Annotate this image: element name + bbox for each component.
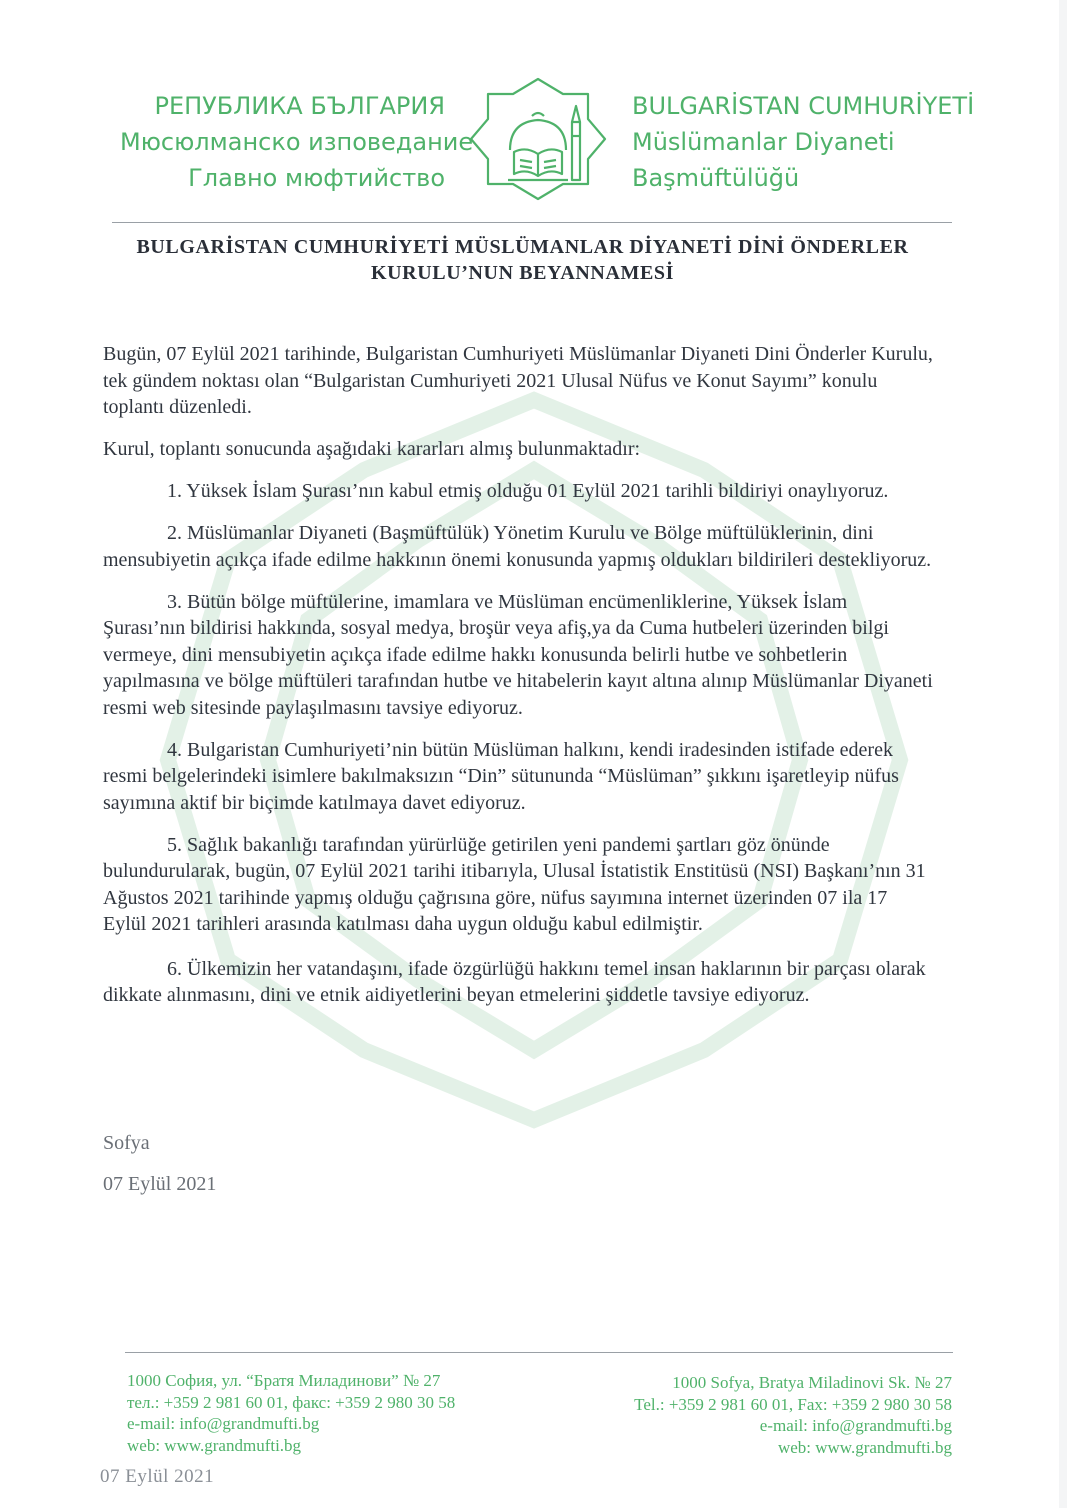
- letterhead-line: РЕПУБЛИКА БЪЛГАРИЯ: [154, 92, 445, 120]
- scan-edge: [1059, 0, 1067, 1508]
- decision-item: 4. Bulgaristan Cumhuriyeti’nin bütün Müslüman halkını, kendi iradesinden istifade ederek resmi belgelerindeki isimlere bakılmaksızın “Din” sütununda “Müslüman” şıkkını işaretleyip nüfus sayımına aktif bir biçimde katılmaya davet ediyoruz.: [103, 738, 899, 814]
- letterhead-bulgarian: [120, 88, 474, 196]
- footer-divider: [125, 1352, 953, 1353]
- header-divider: [112, 222, 952, 223]
- title-line: BULGARİSTAN CUMHURİYETİ MÜSLÜMANLAR DİYANETİ DİNİ ÖNDERLER: [136, 236, 909, 258]
- document-date: 07 Eylül 2021: [103, 1173, 217, 1195]
- decision-item: 5. Sağlık bakanlığı tarafından yürürlüğe getirilen yeni pandemi şartları göz önünde bulundurularak, bugün, 07 Eylül 2021 tarihi itibarıyla, Ulusal İstatistik Enstitüsü (NSI) Başkanı’nın 31 Ağustos 2021 tarihinde yapmış olduğu çağrısına göre, nüfus sayımına internet üzerinden 07 ila 17 Eylül 2021 tarihleri arasında katılması daha uygun olduğu kabul edilmiştir.: [103, 833, 926, 935]
- place-name: Sofya: [103, 1132, 150, 1154]
- document-title: [105, 234, 940, 286]
- footer-line: Tel.: +359 2 981 60 01, Fax: +359 2 980 30 58: [634, 1394, 952, 1414]
- footer-line: 1000 Sofya, Bratya Miladinovi Sk. № 27: [672, 1373, 952, 1392]
- footer-line: web: www.grandmufti.bg: [127, 1435, 302, 1455]
- crescent-minaret-open-book-emblem-icon: [468, 76, 608, 202]
- letterhead-line: BULGARİSTAN CUMHURİYETİ: [632, 92, 975, 120]
- footer-address-bulgarian: [127, 1370, 487, 1456]
- footer-line: 1000 София, ул. “Братя Миладинови” № 27: [127, 1371, 441, 1390]
- letterhead-line: Главно мюфтийство: [188, 164, 445, 192]
- footer-line: e-mail: info@grandmufti.bg: [127, 1414, 320, 1433]
- footer-line: web: www.grandmufti.bg: [777, 1437, 952, 1457]
- decision-item: 2. Müslümanlar Diyaneti (Başmüftülük) Yönetim Kurulu ve Bölge müftülüklerinin, dini mensubiyetin açıkça ifade edilme hakkının önemi konusunda yapmış oldukları bildirileri destekliyoruz.: [103, 522, 932, 571]
- footer-address-turkish: [600, 1372, 952, 1458]
- decision-item: 3. Bütün bölge müftülerine, imamlara ve Müslüman encümenliklerine, Yüksek İslam Şurası’nın bildirisi hakkında, sosyal medya, broşür veya afiş,ya da Cuma hutbeleri üzerinden bilgi vermeye, dini mensubiyetin açıkça ifade edilme hakkı konusunda belirli hutbe ve sohbetlerin yapılmasına ve bölge müftüleri tarafından hutbe ve hitabelerin kayıt altına alınıp Müslümanlar Diyaneti resmi web sitesinde paylaşılmasını tavsiye ediyoruz.: [103, 590, 933, 719]
- decision-item: 6. Ülkemizin her vatandaşını, ifade özgürlüğü hakkını temel insan haklarının bir parçası olarak dikkate alınmasını, dini ve etnik aidiyetlerini beyan etmelerini şiddetle tavsiye ediyoruz.: [103, 957, 926, 1006]
- letterhead-line: Мюсюлманско изповедание: [120, 128, 474, 156]
- title-line: KURULU’NUN BEYANNAMESİ: [370, 262, 675, 284]
- intro-paragraph: Bugün, 07 Eylül 2021 tarihinde, Bulgaristan Cumhuriyeti Müslümanlar Diyaneti Dini Önderler Kurulu, tek gündem noktası olan “Bulgaristan Cumhuriyeti 2021 Ulusal Nüfus ve Konut Sayımı” konulu toplantı düzenledi.: [103, 343, 933, 418]
- bleed-through-date: 07 Eylül 2021: [100, 1466, 215, 1487]
- lead-paragraph: Kurul, toplantı sonucunda aşağıdaki kararları almış bulunmaktadır:: [103, 438, 641, 460]
- footer-line: тел.: +359 2 981 60 01, факс: +359 2 980 30 58: [127, 1392, 456, 1412]
- decision-item: 1. Yüksek İslam Şurası’nın kabul etmiş olduğu 01 Eylül 2021 tarihli bildiriyi onaylıyoruz.: [167, 480, 889, 502]
- letterhead-line: Başmüftülüğü: [632, 164, 800, 192]
- letterhead-line: Müslümanlar Diyaneti: [632, 128, 895, 156]
- letterhead-turkish: [632, 88, 975, 196]
- declaration-body: [103, 341, 933, 1024]
- footer-line: e-mail: info@grandmufti.bg: [759, 1416, 952, 1435]
